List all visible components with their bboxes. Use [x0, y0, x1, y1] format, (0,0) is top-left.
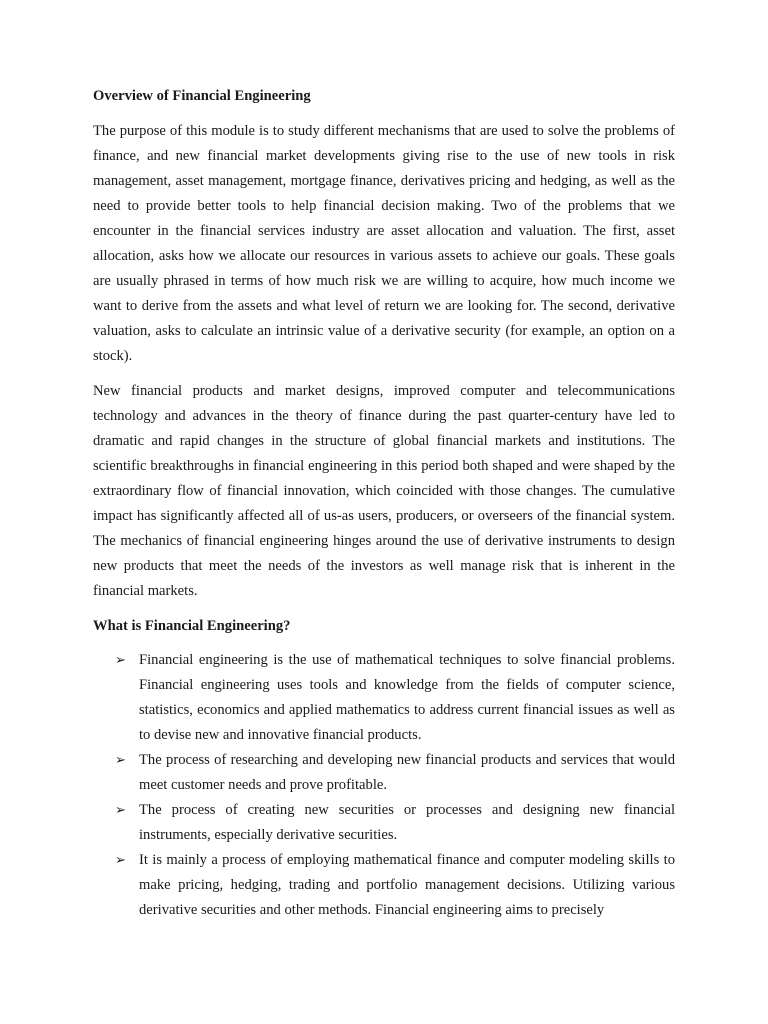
list-item-text: The process of creating new securities or processes and designing new financial instruments, especially derivative securities.: [139, 802, 675, 843]
bullet-list: [93, 648, 675, 923]
arrow-bullet-icon: ➢: [115, 853, 126, 868]
paragraph-new-products: New financial products and market designs, improved computer and telecommunications technology and advances in the theory of finance during the past quarter-century have led to dramatic and rapid changes in the structure of global financial markets and institutions. The scientific breakthroughs in financial engineering in this period both shaped and were shaped by the extraordinary flow of financial innovation, which coincided with those changes. The cumulative impact has significantly affected all of us-as users, producers, or overseers of the financial system. The mechanics of financial engineering hinges around the use of derivative instruments to design new products that meet the needs of the investors as well manage risk that is inherent in the financial markets.: [93, 383, 675, 599]
bullet-list-container: [93, 648, 675, 924]
arrow-bullet-icon: ➢: [115, 753, 126, 768]
document-page: [93, 84, 675, 924]
section-heading-what-is: What is Financial Engineering?: [93, 618, 291, 634]
arrow-bullet-icon: ➢: [115, 803, 126, 818]
list-item-text: The process of researching and developing new financial products and services that would meet customer needs and prove profitable.: [139, 752, 675, 793]
list-item: [93, 798, 675, 848]
list-item-text: It is mainly a process of employing mathematical finance and computer modeling skills to make pricing, hedging, trading and portfolio management decisions. Utilizing various derivative securities and other methods. Financial engineering aims to precisely: [139, 852, 675, 918]
list-item-text: Financial engineering is the use of mathematical techniques to solve financial problems. Financial engineering uses tools and knowledge from the fields of computer science, statistics, economics and applied mathematics to address current financial issues as well as to devise new and innovative financial products.: [139, 652, 675, 743]
document-title: Overview of Financial Engineering: [93, 88, 311, 104]
list-item: [93, 648, 675, 748]
paragraph-purpose: The purpose of this module is to study different mechanisms that are used to solve the problems of finance, and new financial market developments giving rise to the use of new tools in risk management, asset management, mortgage finance, derivatives pricing and hedging, as well as the need to provide better tools to help financial decision making. Two of the problems that we encounter in the financial services industry are asset allocation and valuation. The first, asset allocation, asks how we allocate our resources in various assets to achieve our goals. These goals are usually phrased in terms of how much risk we are willing to acquire, how much income we want to derive from the assets and what level of return we are looking for. The second, derivative valuation, asks to calculate an intrinsic value of a derivative security (for example, an option on a stock).: [93, 123, 675, 364]
arrow-bullet-icon: ➢: [115, 653, 126, 668]
list-item: [93, 848, 675, 923]
list-item: [93, 748, 675, 798]
